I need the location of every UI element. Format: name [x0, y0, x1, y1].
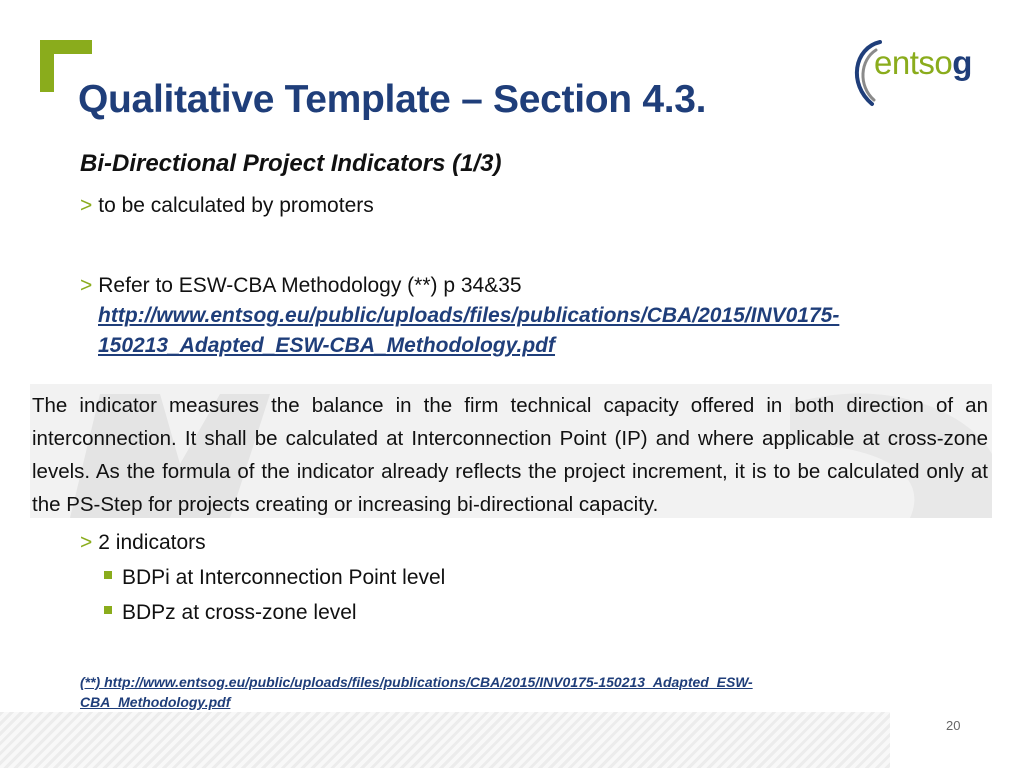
footnote-link[interactable]: [80, 672, 880, 712]
excerpt-text: The indicator measures the balance in the firm technical capacity offered in both direction of an interconnection. It shall be calculated at Interconnection Point (IP) and where applicable at cross-zone levels. As the formula of the indicator already reflects the project increment, it is to be calculated only at the PS-Step for projects creating or increasing bi-directional capacity.: [32, 394, 988, 516]
methodology-excerpt: [30, 384, 992, 518]
square-bullet-icon: [104, 571, 112, 579]
sub-bullet-bdpz: [104, 601, 357, 625]
square-bullet-icon: [104, 606, 112, 614]
sub-bullet-text: BDPz at cross-zone level: [122, 601, 357, 624]
logo-text-main: entso: [874, 44, 953, 81]
chevron-right-icon: >: [80, 194, 93, 217]
bullet-text: Refer to ESW-CBA Methodology (**) p 34&35: [98, 274, 522, 297]
bullet-refer: [80, 274, 522, 298]
methodology-link-line2[interactable]: 150213_Adapted_ESW-CBA_Methodology.pdf: [98, 334, 556, 357]
footnote-line2[interactable]: CBA_Methodology.pdf: [80, 694, 231, 710]
sub-bullet-bdpi: [104, 566, 445, 590]
logo-text-accent: g: [952, 44, 972, 81]
footer-pattern-band: [0, 712, 890, 768]
methodology-link-line1[interactable]: http://www.entsog.eu/public/uploads/files/publications/CBA/2015/INV0175-: [98, 304, 840, 327]
chevron-right-icon: >: [80, 531, 93, 554]
bullet-text: to be calculated by promoters: [98, 194, 374, 217]
logo-wordmark: [874, 44, 972, 82]
bullet-text: 2 indicators: [98, 531, 206, 554]
page-number: 20: [946, 718, 961, 733]
sub-bullet-text: BDPi at Interconnection Point level: [122, 566, 446, 589]
bullet-indicators: [80, 531, 206, 555]
entsog-logo: [846, 36, 986, 114]
bullet-calculated-by: [80, 194, 374, 218]
slide-subtitle: Bi-Directional Project Indicators (1/3): [80, 150, 502, 177]
slide-title: Qualitative Template – Section 4.3.: [78, 78, 707, 121]
chevron-right-icon: >: [80, 274, 93, 297]
footnote-line1[interactable]: (**) http://www.entsog.eu/public/uploads/files/publications/CBA/2015/INV0175-150213_Adapted_ESW-: [80, 674, 753, 690]
